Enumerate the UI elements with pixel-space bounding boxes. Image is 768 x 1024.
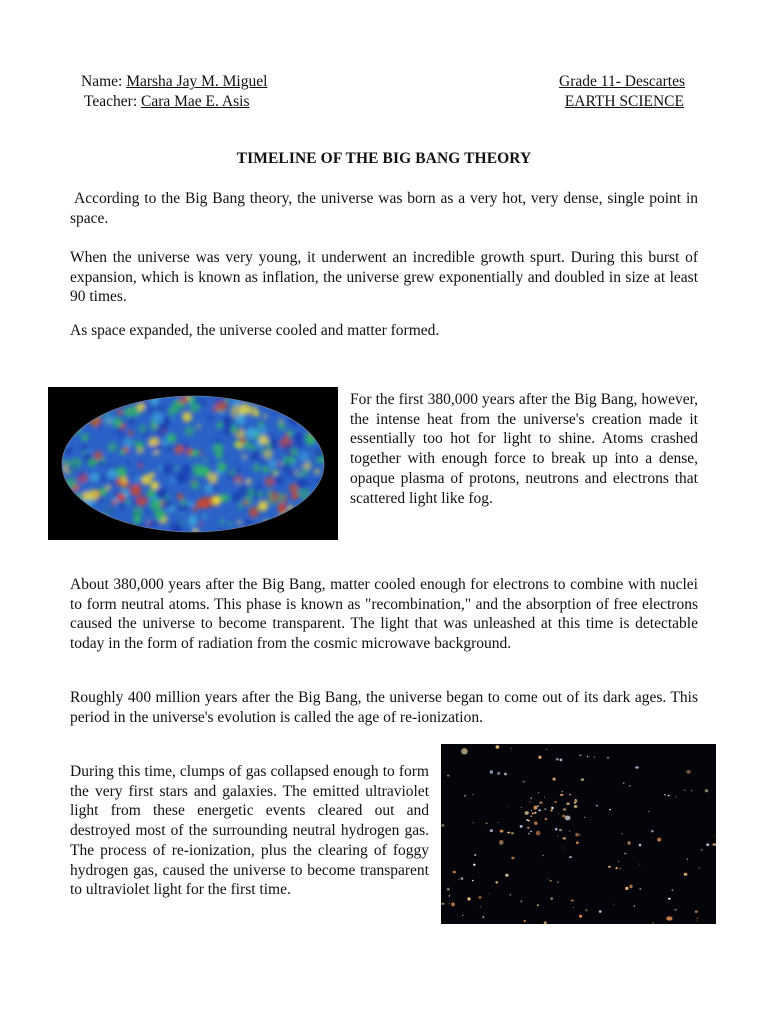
- document-title: TIMELINE OF THE BIG BANG THEORY: [236, 150, 532, 167]
- paragraph-6: Roughly 400 million years after the Big Bang, the universe began to come out of its dark ages. This period in the universe's evolution is called the age of re-ionization.: [70, 689, 698, 726]
- grade-section: Grade 11- Descartes: [559, 73, 685, 90]
- deep-field-galaxies-image: [441, 744, 716, 924]
- name-label: Name:: [81, 73, 127, 90]
- student-name: Marsha Jay M. Miguel: [126, 73, 268, 90]
- paragraph-5: About 380,000 years after the Big Bang, matter cooled enough for electrons to combine with nuclei to form neutral atoms. This phase is known as "recombination," and the absorption of free electrons caused the universe to become transparent. The light that was unleashed at this time is detectable today in the form of radiation from the cosmic microwave background.: [70, 576, 698, 653]
- paragraph-4: For the first 380,000 years after the Big Bang, however, the intense heat from the universe's creation made it essentially too hot for light to shine. Atoms crashed together with enough force to break up into a dense, opaque plasma of protons, neutrons and electrons that scattered light like fog.: [350, 391, 698, 507]
- teacher-line: [84, 92, 249, 112]
- subject: EARTH SCIENCE: [564, 93, 684, 110]
- teacher-name: Cara Mae E. Asis: [141, 93, 250, 110]
- student-name-line: [81, 72, 267, 92]
- paragraph-3: As space expanded, the universe cooled and matter formed.: [70, 322, 440, 339]
- paragraph-7: During this time, clumps of gas collapsed enough to form the very first stars and galaxies. The emitted ultraviolet light from these energetic events cleared out and destroyed most of the surrounding neutral hydrogen gas. The process of re-ionization, plus the clearing of foggy hydrogen gas, caused the universe to become transparent to ultraviolet light for the first time.: [70, 763, 429, 899]
- teacher-label: Teacher:: [84, 93, 141, 110]
- paragraph-2: When the universe was very young, it underwent an incredible growth spurt. During this burst of expansion, which is known as inflation, the universe grew exponentially and doubled in size at least 90 times.: [70, 249, 698, 306]
- paragraph-1: According to the Big Bang theory, the universe was born as a very hot, very dense, single point in space.: [70, 190, 698, 227]
- cmb-map-image: [48, 387, 338, 540]
